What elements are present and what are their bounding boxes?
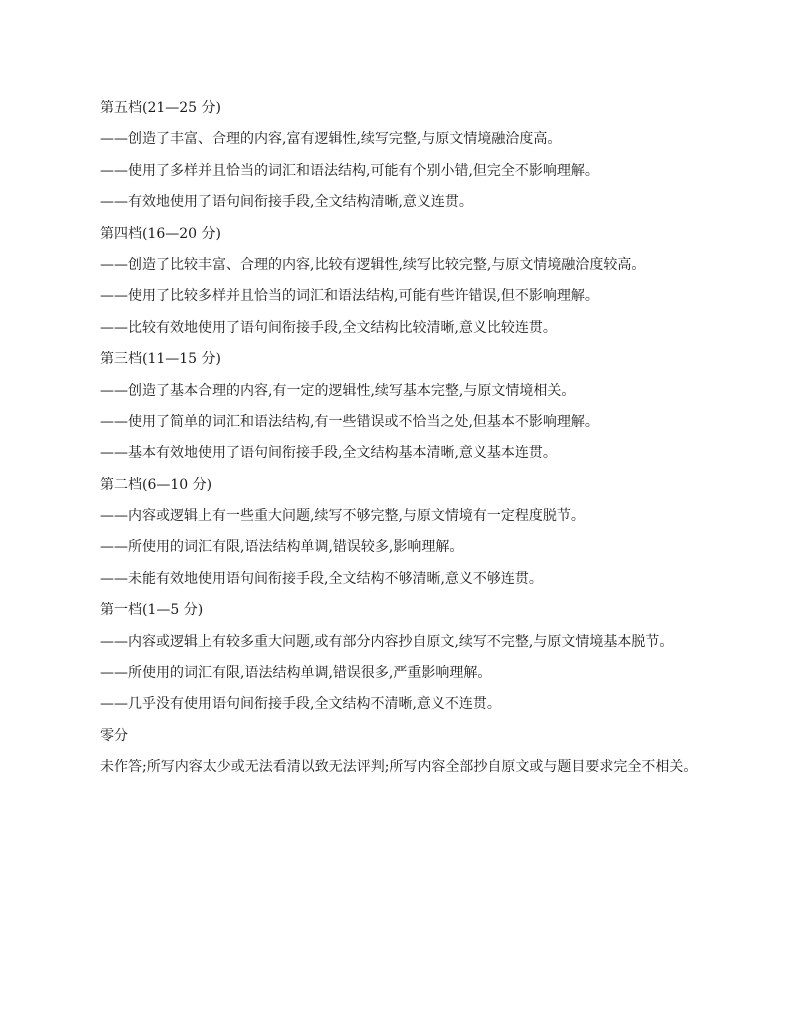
level-3-criterion-coherence: ——基本有效地使用了语句间衔接手段,全文结构基本清晰,意义基本连贯。 — [100, 445, 557, 462]
level-0-section — [100, 726, 760, 777]
level-5-criterion-coherence: ——有效地使用了语句间衔接手段,全文结构清晰,意义连贯。 — [100, 194, 473, 211]
level-4-criterion-coherence: ——比较有效地使用了语句间衔接手段,全文结构比较清晰,意义比较连贯。 — [100, 319, 557, 336]
level-4-title: 第四档(16—20 分) — [100, 225, 222, 242]
level-2-section — [100, 475, 760, 589]
level-1-criterion-content: ——内容或逻辑上有较多重大问题,或有部分内容抄自原文,续写不完整,与原文情境基本脱节。 — [100, 633, 674, 650]
level-1-title: 第一档(1—5 分) — [100, 602, 204, 619]
scoring-rubric — [100, 98, 760, 789]
level-0-title: 零分 — [100, 727, 128, 744]
level-2-criterion-content: ——内容或逻辑上有一些重大问题,续写不够完整,与原文情境有一定程度脱节。 — [100, 508, 585, 525]
level-4-criterion-content: ——创造了比较丰富、合理的内容,比较有逻辑性,续写比较完整,与原文情境融洽度较高。 — [100, 256, 646, 273]
level-2-criterion-language: ——所使用的词汇有限,语法结构单调,错误较多,影响理解。 — [100, 539, 464, 556]
level-1-section — [100, 600, 760, 714]
level-5-title: 第五档(21—25 分) — [100, 100, 222, 116]
level-3-criterion-content: ——创造了基本合理的内容,有一定的逻辑性,续写基本完整,与原文情境相关。 — [100, 382, 576, 399]
level-3-criterion-language: ——使用了简单的词汇和语法结构,有一些错误或不恰当之处,但基本不影响理解。 — [100, 413, 599, 430]
level-0-criterion: 未作答;所写内容太少或无法看清以致无法评判;所写内容全部抄自原文或与题目要求完全不相关。 — [100, 759, 698, 776]
level-5-criterion-language: ——使用了多样并且恰当的词汇和语法结构,可能有个别小错,但完全不影响理解。 — [100, 162, 599, 179]
level-2-criterion-coherence: ——未能有效地使用语句间衔接手段,全文结构不够清晰,意义不够连贯。 — [100, 570, 543, 587]
level-1-criterion-coherence: ——几乎没有使用语句间衔接手段,全文结构不清晰,意义不连贯。 — [100, 696, 501, 713]
level-4-criterion-language: ——使用了比较多样并且恰当的词汇和语法结构,可能有些许错误,但不影响理解。 — [100, 288, 599, 305]
level-1-criterion-language: ——所使用的词汇有限,语法结构单调,错误很多,严重影响理解。 — [100, 665, 492, 682]
level-5-criterion-content: ——创造了丰富、合理的内容,富有逻辑性,续写完整,与原文情境融洽度高。 — [100, 131, 562, 148]
level-3-section — [100, 349, 760, 463]
level-4-section — [100, 224, 760, 338]
level-5-section — [100, 98, 760, 212]
level-3-title: 第三档(11—15 分) — [100, 351, 222, 368]
level-2-title: 第二档(6—10 分) — [100, 476, 213, 493]
